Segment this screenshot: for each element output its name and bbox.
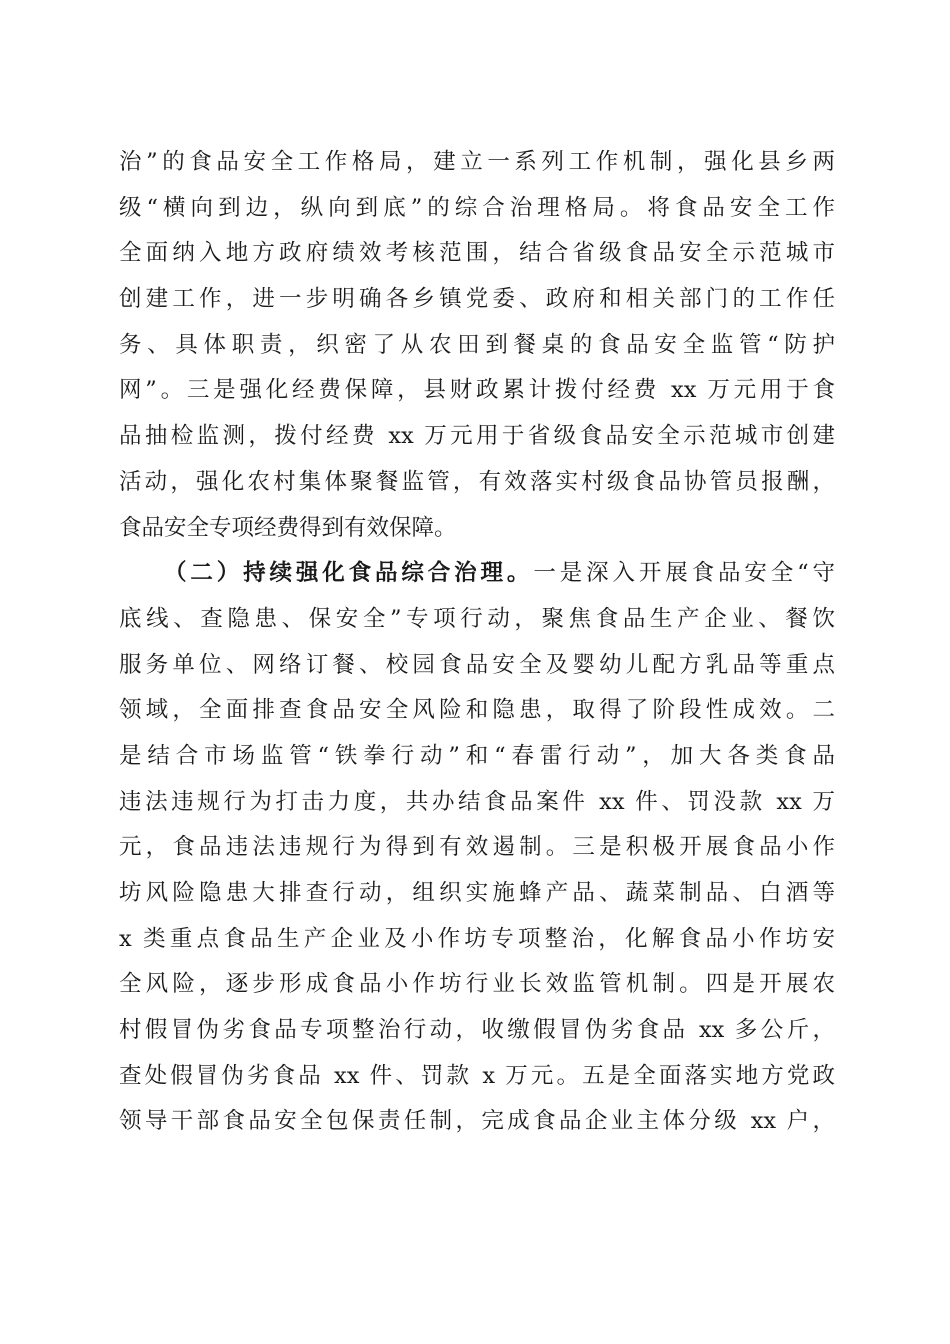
paragraph-line: 服务单位、网络订餐、校园食品安全及婴幼儿配方乳品等重点 [119, 651, 835, 678]
paragraph-line: 活动，强化农村集体聚餐监管，有效落实村级食品协管员报酬， [119, 468, 835, 495]
paragraph-line: 是结合市场监管“铁拳行动”和“春雷行动”，加大各类食品 [119, 742, 835, 769]
paragraph-line: 全面纳入地方政府绩效考核范围，结合省级食品安全示范城市 [119, 240, 835, 267]
paragraph-line: 治”的食品安全工作格局，建立一系列工作机制，强化县乡两 [119, 149, 835, 175]
paragraph-line: 村假冒伪劣食品专项整治行动，收缴假冒伪劣食品 xx 多公斤， [119, 1017, 835, 1044]
paragraph-line: 坊风险隐患大排查行动，组织实施蜂产品、蔬菜制品、白酒等 [119, 880, 835, 906]
paragraph-line: 全风险，逐步形成食品小作坊行业长效监管机制。四是开展农 [119, 971, 835, 998]
paragraph-line: 务、具体职责，织密了从农田到餐桌的食品安全监管“防护 [119, 331, 835, 358]
section-heading-rest: 一是深入开展食品安全“守 [533, 560, 835, 587]
paragraph-line: 创建工作，进一步明确各乡镇党委、政府和相关部门的工作任 [119, 286, 835, 313]
paragraph-line: 底线、查隐患、保安全”专项行动，聚焦食品生产企业、餐饮 [119, 605, 835, 632]
paragraph-line: 网”。三是强化经费保障，县财政累计拨付经费 xx 万元用于食 [119, 377, 835, 404]
paragraph-line: x 类重点食品生产企业及小作坊专项整治，化解食品小作坊安 [119, 925, 835, 952]
body-text [119, 140, 835, 1145]
section-heading: （二）持续强化食品综合治理。 [164, 560, 534, 587]
paragraph-line: 领导干部食品安全包保责任制，完成食品企业主体分级 xx 户， [119, 1108, 835, 1135]
paragraph-line: 违法违规行为打击力度，共办结食品案件 xx 件、罚没款 xx 万 [119, 788, 835, 815]
section-heading-line [119, 551, 835, 597]
paragraph-line: 级“横向到边，纵向到底”的综合治理格局。将食品安全工作 [119, 194, 835, 221]
paragraph-line: 品抽检监测，拨付经费 xx 万元用于省级食品安全示范城市创建 [119, 423, 835, 450]
paragraph-line: 领域，全面排查食品安全风险和隐患，取得了阶段性成效。二 [119, 697, 835, 724]
paragraph-line: 查处假冒伪劣食品 xx 件、罚款 x 万元。五是全面落实地方党政 [119, 1062, 835, 1089]
paragraph-line: 元，食品违法违规行为得到有效遏制。三是积极开展食品小作 [119, 834, 835, 861]
paragraph-line: 食品安全专项经费得到有效保障。 [119, 514, 457, 541]
